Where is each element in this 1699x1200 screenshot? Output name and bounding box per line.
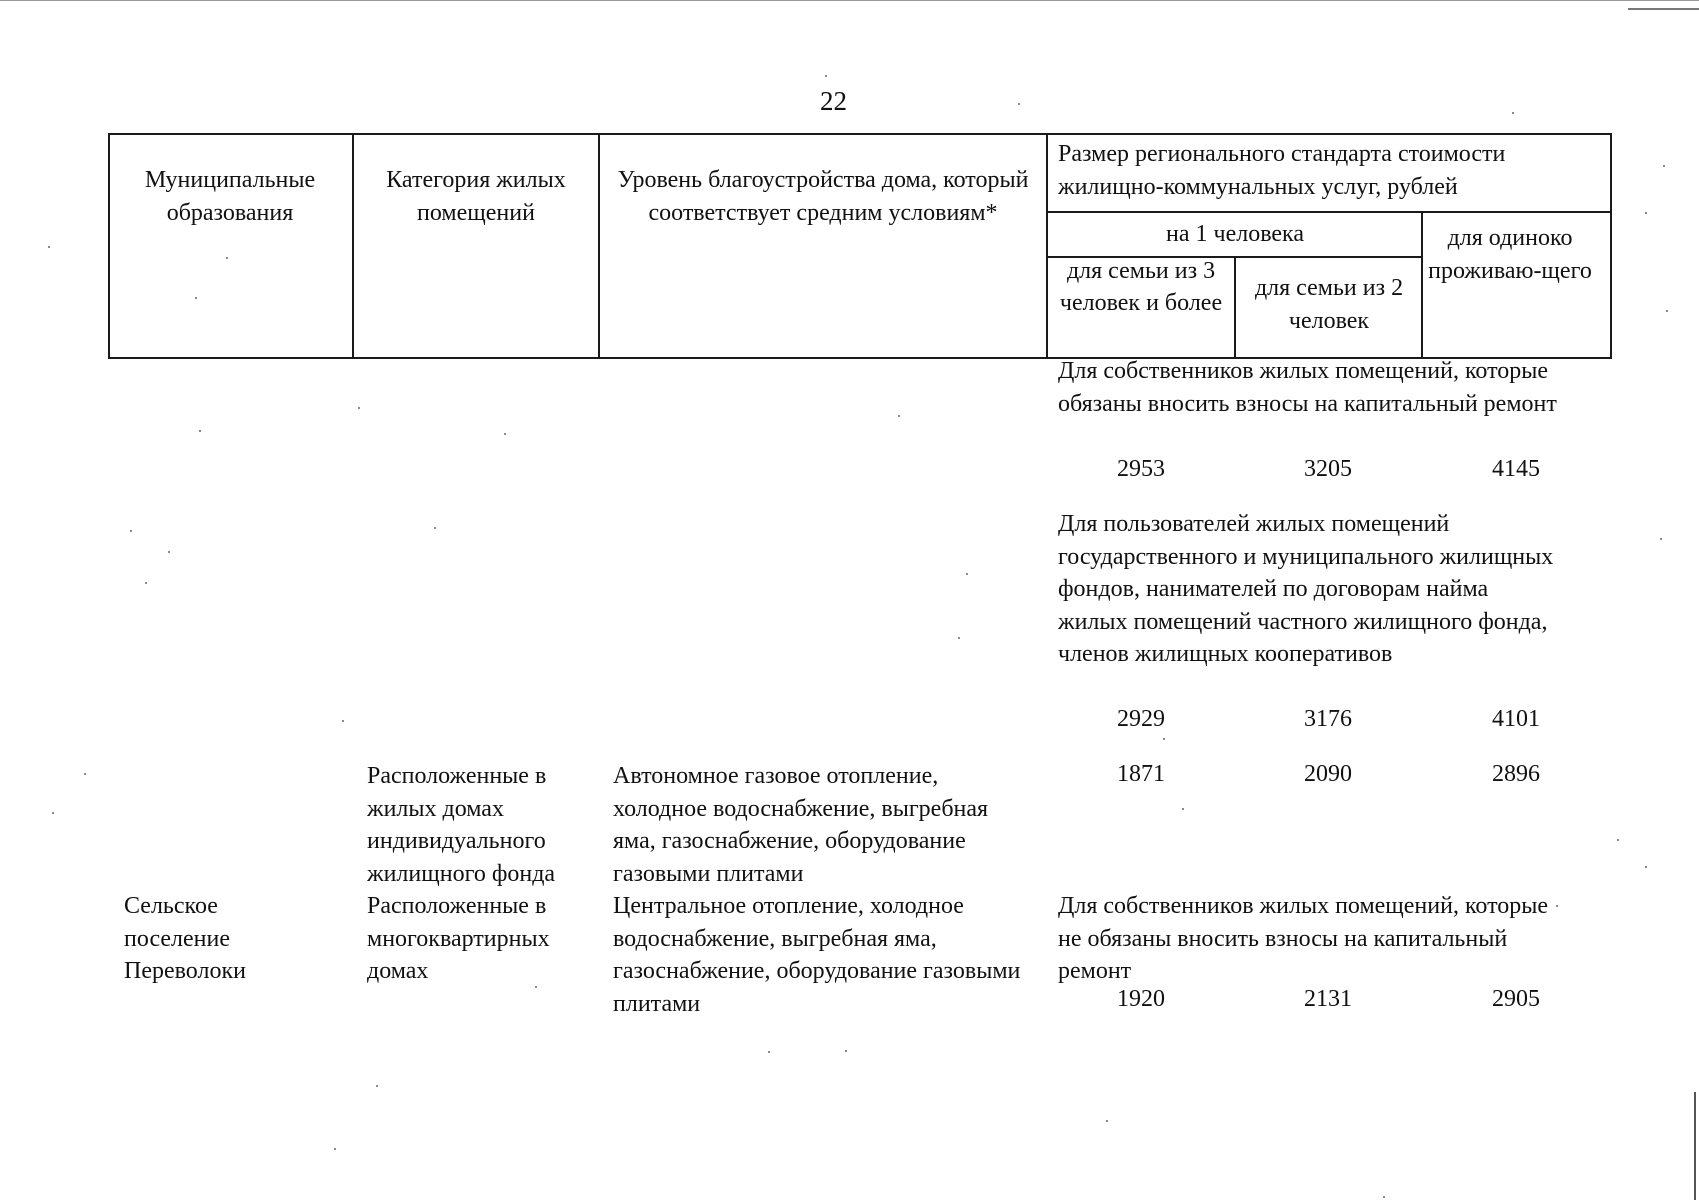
value-perevoloki-family-2: 2131 bbox=[1304, 986, 1352, 1012]
scan-speck bbox=[958, 637, 960, 639]
category-apartment-buildings: Расположенные в многоквартирных домах bbox=[367, 893, 550, 984]
category-individual-houses: Расположенные в жилых домах индивидуального жилищного фонда bbox=[367, 763, 556, 887]
value-owners-family-2: 3205 bbox=[1304, 456, 1352, 482]
header-family-2: для семьи из 2 человек bbox=[1254, 275, 1404, 334]
amenities-apartment-buildings: Центральное отопление, холодное водоснабжение, выгребная яма, газоснабжение, оборудование газовыми плитами bbox=[613, 893, 1021, 1017]
header-border-left bbox=[108, 133, 110, 359]
scan-speck bbox=[168, 551, 170, 553]
scan-speck bbox=[1663, 165, 1665, 167]
scan-speck bbox=[1645, 212, 1647, 214]
scan-speck bbox=[1660, 538, 1662, 540]
amenities-individual-houses: Автономное газовое отопление, холодное водоснабжение, выгребная яма, газоснабжение, оборудование газовыми плитами bbox=[613, 763, 989, 887]
owners-no-capital-repair-label: Для собственников жилых помещений, которые не обязаны вносить взносы на капитальный ремонт bbox=[1058, 893, 1549, 984]
value-owners-single: 4145 bbox=[1492, 456, 1540, 482]
scan-speck bbox=[145, 582, 147, 584]
scan-speck bbox=[825, 75, 827, 77]
header-border-col5 bbox=[1234, 256, 1236, 359]
value-users-family-3: 2929 bbox=[1117, 706, 1165, 732]
municipality-perevoloki: Сельское поселение Переволоки bbox=[124, 893, 246, 984]
scan-speck bbox=[130, 530, 132, 532]
scan-speck bbox=[1556, 905, 1558, 907]
value-users-single: 4101 bbox=[1492, 706, 1540, 732]
header-municipality: Муниципальные образования bbox=[144, 167, 316, 226]
header-border-mid bbox=[1046, 211, 1612, 213]
scan-speck bbox=[358, 407, 360, 409]
scan-speck bbox=[1106, 1120, 1108, 1122]
header-single-resident: для одиноко проживаю-щего bbox=[1428, 225, 1592, 284]
header-border-col2 bbox=[352, 133, 354, 359]
scan-speck bbox=[1163, 738, 1165, 740]
scan-speck bbox=[226, 257, 228, 259]
header-family-3-plus: для семьи из 3 человек и более bbox=[1059, 258, 1223, 316]
scan-edge-top bbox=[0, 0, 1699, 1]
header-border-right bbox=[1610, 133, 1612, 359]
scan-speck bbox=[1383, 1196, 1385, 1198]
scan-speck bbox=[898, 415, 900, 417]
scan-speck bbox=[1645, 866, 1647, 868]
scan-speck bbox=[845, 1050, 847, 1052]
scan-speck bbox=[1182, 808, 1184, 810]
scan-speck bbox=[1666, 310, 1668, 312]
scan-speck bbox=[768, 1051, 770, 1053]
scan-speck bbox=[535, 986, 537, 988]
value-owners-family-3: 2953 bbox=[1117, 456, 1165, 482]
value-users-family-2: 3176 bbox=[1304, 706, 1352, 732]
value-individual-family-2: 2090 bbox=[1304, 761, 1352, 787]
scan-speck bbox=[966, 573, 968, 575]
scan-edge-mark bbox=[1628, 8, 1699, 10]
value-individual-single: 2896 bbox=[1492, 761, 1540, 787]
scan-speck bbox=[342, 720, 344, 722]
header-border-top bbox=[108, 133, 1612, 135]
scan-speck bbox=[48, 246, 50, 248]
scan-speck bbox=[1512, 112, 1514, 114]
owners-capital-repair-label: Для собственников жилых помещений, которые обязаны вносить взносы на капитальный ремонт bbox=[1058, 358, 1557, 417]
header-border-col4 bbox=[1046, 133, 1048, 359]
scan-speck bbox=[52, 812, 54, 814]
scan-speck bbox=[1617, 839, 1619, 841]
scan-speck bbox=[504, 433, 506, 435]
scan-edge-mark bbox=[1694, 1092, 1696, 1200]
scan-speck bbox=[376, 1085, 378, 1087]
header-border-col6 bbox=[1421, 211, 1423, 359]
value-perevoloki-family-3: 1920 bbox=[1117, 986, 1165, 1012]
header-per-person: на 1 человека bbox=[1166, 221, 1304, 247]
header-category: Категория жилых помещений bbox=[386, 167, 566, 226]
users-public-funds-label: Для пользователей жилых помещений государственного и муниципального жилищных фондов, нанимателей по договорам найма жилых помещений частного жилищного фонда, членов жилищных кооперативов bbox=[1058, 511, 1554, 667]
scan-speck bbox=[195, 297, 197, 299]
value-perevoloki-single: 2905 bbox=[1492, 986, 1540, 1012]
scan-speck bbox=[199, 430, 201, 432]
header-border-col3 bbox=[598, 133, 600, 359]
scan-speck bbox=[1018, 103, 1020, 105]
value-individual-family-3: 1871 bbox=[1117, 761, 1165, 787]
scan-speck bbox=[334, 1148, 336, 1150]
header-amenities: Уровень благоустройства дома, который соответствует средним условиям* bbox=[617, 167, 1029, 226]
page-number: 22 bbox=[820, 86, 847, 116]
scan-speck bbox=[434, 527, 436, 529]
scan-speck bbox=[84, 773, 86, 775]
header-standard-cost: Размер регионального стандарта стоимости жилищно-коммунальных услуг, рублей bbox=[1058, 141, 1506, 200]
